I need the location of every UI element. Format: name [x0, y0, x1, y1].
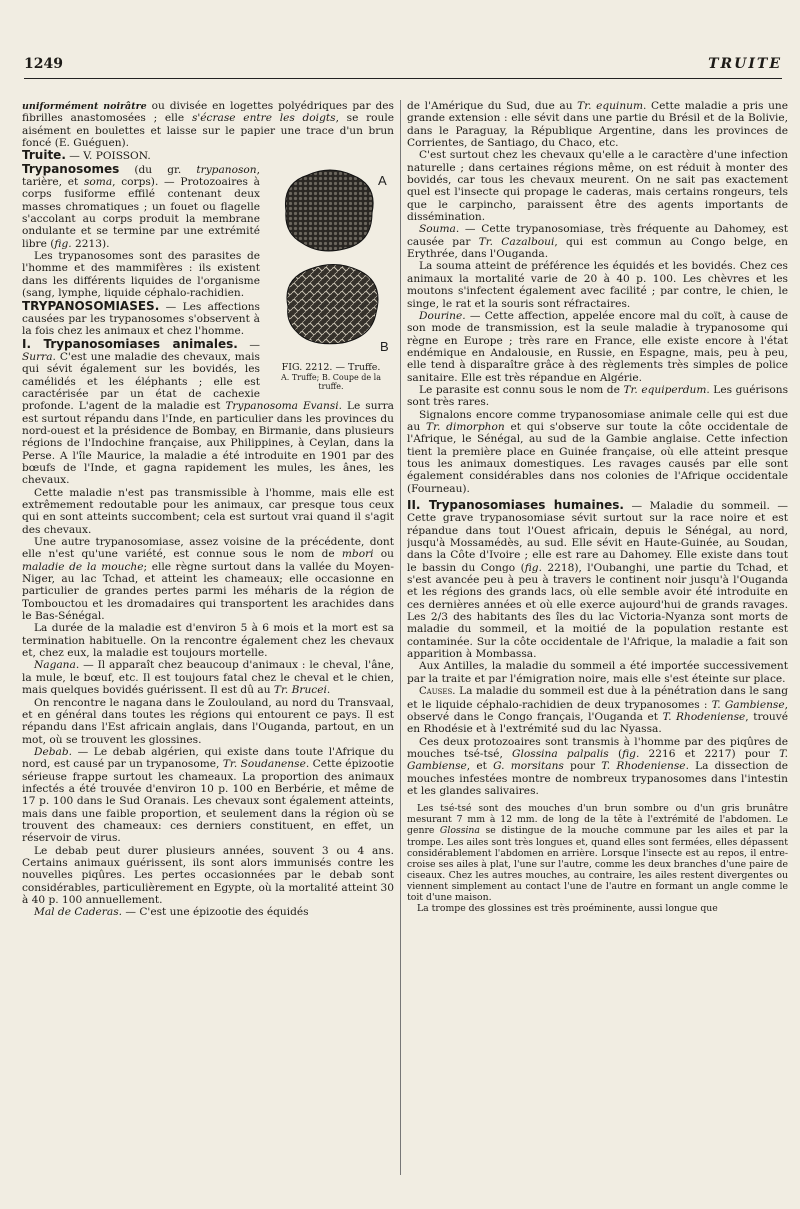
paragraph-dourine: Dourine. — Cette affection, appelée encore mal du coït, à cause de son mode de transmission, est la seule maladie à trypanosome qui règne en Europe ; très rare en France, elle existe encore à l'état endémique en Andalousie, en Russie, en Espagne, mais, peu à peu, elle tend à disparaître grâce à des règlements très simples de police sanitaire. Elle est très répandue en Algérie.: [407, 309, 788, 384]
truffle-section-shape: [287, 265, 378, 344]
left-column: [22, 100, 394, 1180]
paragraph-caderas: Mal de Caderas. — C'est une épizootie des équidés: [34, 906, 309, 919]
truffle-illustration: [268, 161, 394, 361]
page-header: [24, 56, 782, 79]
truffle-whole-shape: [285, 170, 373, 251]
entry-trypanosomes: Trypanosomes (du gr. trypanoson, tarière, et soma, corps). — Protozoaires à corps fusiforme effilé contenant deux masses chromatiques ; un fouet ou flagelle s'accolant au corps produit la membrane ondulante et se termine par une extrémité libre (fig. 2213).: [22, 161, 260, 250]
running-title: TRUITE: [708, 56, 782, 72]
column-divider: [400, 100, 401, 1175]
paragraph-duree: La durée de la maladie est d'environ 5 à 6 mois et la mort est sa termination habituelle. On la rencontre également chez les chevaux et, chez eux, la maladie est toujours mortelle.: [22, 622, 394, 660]
entry-trypanosomiases: TRYPANOSOMIASES. — Les affections causées par les trypanosomes s'observent à la fois chez les animaux et chez l'homme.: [22, 298, 260, 338]
paragraph-causes: Causes. La maladie du sommeil est due à la pénétration dans le sang et le liquide céphalo-rachidien de deux trypanosomes : T. Gambiense, observé dans le Congo français, l'Ouganda et T. Rhodeniense, trouvé en Rhodésie et à l'extrémité sud du lac Nyassa.: [407, 685, 788, 736]
paragraph-dimorphon: Signalons encore comme trypanosomiase animale celle qui est due au Tr. dimorphon et qui s'observe sur toute la côte occidentale de l'Afrique, le Sénégal, au sud de la Gambie anglaise. Cette infection tient la première place en Guinée française, où elle atteint presque tous les animaux domestiques. Les ravages causés par elle sont également considérables dans nos colonies de l'Afrique occidentale (Fourneau).: [407, 408, 788, 495]
small-print-note: [407, 803, 788, 914]
section-human-sleeping-sickness: II. Trypanosomiases humaines. — Maladie du sommeil. — Cette grave trypanosomiase sévit surtout sur la race noire et est répandue dans tout l'Ouest africain, depuis le Sénégal, au nord, jusqu'à Mossamédès, au sud. Elle sévit en Haute-Guinée, au Soudan, dans la Côte d'Ivoire ; elle est rare au Dahomey. Elle existe dans tout le bassin du Congo (fig. 2218), l'Oubanghi, une partie du Tchad, et s'est avancée peu à peu à travers le continent noir jusqu'à l'Ouganda et les régions des grands lacs, où elle semble avoir été introduite en ces dernières années et où elle exerce aujourd'hui de grands ravages. Les 2/3 des habitants des îles du lac Victoria-Nyanza sont morts de maladie du sommeil, et la moitié de la population restante est contaminée. Sur la côte occidentale de l'Afrique, la maladie a fait son apparition à Mombassa.: [407, 498, 788, 661]
paragraph-antilles: Aux Antilles, la maladie du sommeil a été importée successivement par la traite et par l'émigration noire, mais elle s'est éteinte sur place.: [407, 660, 788, 685]
paragraph-caderas-cont: de l'Amérique du Sud, due au Tr. equinum. Cette maladie a pris une grande extension : elle sévit dans une partie du Brésil et de la Bolivie, dans le Paraguay, la République Argentine, dans les provinces de Corrientes, de Santiago, du Chaco, etc.: [407, 100, 788, 150]
figure-label-b: B: [380, 339, 389, 355]
paragraph-caderas-chevaux: C'est surtout chez les chevaux qu'elle a le caractère d'une infection naturelle ; dans certaines régions même, on est réduit à monter des bovidés, car tous les chevaux meurent. On ne sait pas exactement quel est l'insecte qui propage le caderas, mais certains rongeurs, tels que le carpincho, paraissent être des agents importants de dissémination.: [407, 149, 788, 224]
paragraph-nagana: Nagana. — Il apparaît chez beaucoup d'animaux : le cheval, l'âne, la mule, le bœuf, etc. Il est toujours fatal chez le cheval et le chien, mais quelques bovidés guérissent. Il est dû au Tr. Brucei.: [22, 659, 394, 697]
entry-truite: Truite. — V. POISSON.: [22, 148, 151, 163]
paragraph-debab: Debab. — Le debab algérien, qui existe dans toute l'Afrique du nord, est causé par un trypanosome, Tr. Soudanense. Cette épizootie sérieuse frappe surtout les chameaux. La proportion des animaux infectés a été trouvée d'environ 10 p. 100 en Berbérie, et même de 17 p. 100 dans le Sud Oranais. Les chevaux sont également atteints, mais dans une faible proportion, et seulement dans la région où se trouvent des chameaux: ces derniers constituent, en effet, un réservoir de virus.: [22, 745, 394, 845]
figure-caption: FIG. 2212. — Truffe.: [281, 362, 381, 374]
page-number: 1249: [24, 56, 63, 72]
figure-label-a: A: [378, 173, 387, 189]
paragraph-truffe-end: uniformément noirâtre ou divisée en logettes polyédriques par des fibrilles anastomosées ; elle s'écrase entre les doigts, se roule aisément en boulettes et laisse sur le papier une trace d'un brun foncé (E. Guéguen).: [22, 100, 394, 150]
paragraph-trypanosomes-parasites: Les trypanosomes sont des parasites de l'homme et des mammifères : ils existent dans les différents liquides de l'organisme (sang, lymphe, liquide céphalo-rachidien.: [22, 250, 260, 300]
note-tsetse-description: Les tsé-tsé sont des mouches d'un brun sombre ou d'un gris brunâtre mesurant 7 mm à 12 mm. de long de la tête à l'extrémité de l'abdomen. Le genre Glossina se distingue de la mouche commune par les ailes et par la trompe. Les ailes sont très longues et, quand elles sont fermées, elles dépassent considérablement l'abdomen en arrière. Lorsque l'insecte est au repos, il entre-croise ses ailes à plat, l'une sur l'autre, comme les deux branches d'une paire de ciseaux. Chez les autres mouches, au contraire, les ailes restent divergentes ou viennent simplement au contact l'une de l'autre en formant un angle comme le toit d'une maison.: [407, 803, 788, 903]
figure-subcaption: A. Truffe; B. Coupe de la truffe.: [280, 373, 381, 392]
section-animal-surra: I. Trypanosomiases animales. — Surra. C'est une maladie des chevaux, mais qui sévit également sur les bovidés, les camélidés et les éléphants ; elle est caractérisée par un état de cachexie profonde. L'agent de la maladie est Trypanosoma Evansi. Le surra est surtout répandu dans l'Inde, en particulier dans les provinces du nord-ouest et la présidence de Bombay, en Birmanie, dans plusieurs régions de l'Indochine française, aux Philippines, à Ceylan, dans la Perse. A l'île Maurice, la maladie a été introduite en 1901 par des bœufs de l'Inde, et gagna rapidement les mules, les ânes, les chevaux.: [22, 336, 394, 487]
paragraph-debab-duree: Le debab peut durer plusieurs années, souvent 3 ou 4 ans. Certains animaux guérissent, ils sont alors immunisés contre les nouvelles piqûres. Les pertes occasionnées par le debab sont considérables, particulièrement en Egypte, où la mortalité atteint 30 à 40 p. 100 annuellement.: [22, 844, 394, 906]
paragraph-tsetse-transmission: Ces deux protozoaires sont transmis à l'homme par des piqûres de mouches tsé-tsé, Glossina palpalis (fig. 2216 et 2217) pour T. Gambiense, et G. morsitans pour T. Rhodeniense. La dissection de mouches infestées montre de nombreux trypanosomes dans l'intestin et les glandes salivaires.: [407, 735, 788, 797]
paragraph-transmission: Cette maladie n'est pas transmissible à l'homme, mais elle est extrêmement redoutable pour les animaux, car presque tous ceux qui en sont atteints succombent; cela est surtout vrai quand il s'agit des chevaux.: [22, 486, 394, 536]
paragraph-mbori: Une autre trypanosomiase, assez voisine de la précédente, dont elle n'est qu'une variété, est connue sous le nom de mbori ou maladie de la mouche; elle règne surtout dans la vallée du Moyen-Niger, au lac Tchad, et atteint les chameaux; elle occasionne en particulier de grandes pertes parmi les méharis de la région de Tombouctou et les dromadaires qui transportent les arachides dans le Bas-Sénégal.: [22, 536, 394, 623]
paragraph-souma-bovides: La souma atteint de préférence les équidés et les bovidés. Chez ces animaux la mortalité varie de 20 à 40 p. 100. Les chèvres et les moutons s'infectent également avec facilité ; par contre, le chien, le singe, le rat et la souris sont réfractaires.: [407, 260, 788, 310]
paragraph-parasite: Le parasite est connu sous le nom de Tr. equiperdum. Les guérisons sont très rares.: [407, 383, 788, 409]
note-trompe: La trompe des glossines est très proéminente, aussi longue que: [417, 903, 718, 915]
paragraph-zoulouland: On rencontre le nagana dans le Zoulouland, au nord du Transvaal, et en général dans toutes les régions qui entourent ce pays. Il est répandu dans l'Est africain anglais, dans l'Ouganda, partout, en un mot, où se trouvent les glossines.: [22, 696, 394, 746]
paragraph-souma: Souma. — Cette trypanosomiase, très fréquente au Dahomey, est causée par Tr. Cazalboui, qui est commun au Congo belge, en Erythrée, dans l'Ouganda.: [407, 223, 788, 261]
right-column: [407, 100, 788, 1180]
truffle-figure: [268, 161, 394, 391]
